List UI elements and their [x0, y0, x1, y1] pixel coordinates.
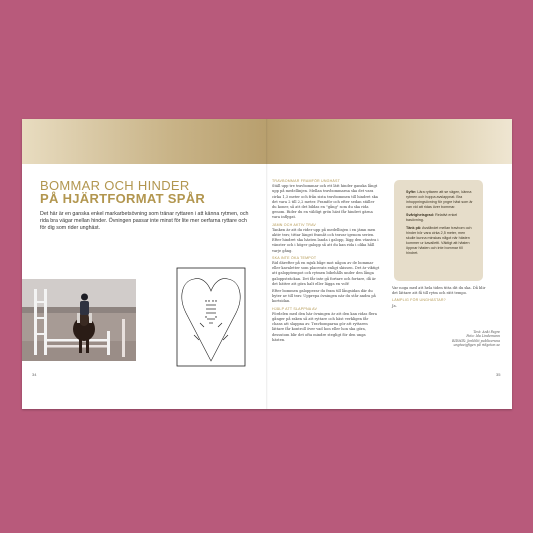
section-text-5: Fördelen med den här övningen är att den kan ridas flera gånger på raken så att ryttare och häst verkligen får chans att slappna av. Travbomparna gör att ryttaren lättare får kontroll över vad hon eller hon ska göra, dessutom blir det ofta mindre stegligt för den unga hästen. — [272, 311, 377, 342]
section-heading-1: TRAVBOMMAR FRAMFÖR UNGHÄST — [272, 179, 341, 183]
section-text-4: Efter bommen galopperar du fram till långsidan där du byter av till trav. Upprepa övningen när du står andra på kortsidan. — [272, 289, 376, 304]
credit-line: ungtavigfigen på ridgeton.se — [453, 343, 500, 348]
credit-line: Text: Anki Fagre — [473, 330, 500, 334]
credit-line: Foto: Ida Lindemann — [466, 334, 500, 339]
facts-tank — [406, 226, 475, 256]
page-number-left: 34 — [32, 372, 37, 377]
riding-photo — [22, 279, 136, 361]
heart-course-diagram — [176, 267, 246, 367]
facts-syfte-label: Syfte: — [406, 190, 417, 194]
article-title-subline: PÅ HJÄRTFORMAT SPÅR — [40, 191, 206, 206]
section-heading-2: JÄMN OCH AKTIV TRAV — [272, 222, 317, 227]
facts-tank-text: Avståndet mellan travbom och hinder bör vara cirka 2,5 meter, men skulle kunna minskas något när hästen kommer ur kavalletti. Väktigt att hästen öppnar hästen och inte bommar till hindret. — [406, 226, 472, 255]
page-gutter — [266, 119, 268, 409]
section-heading-3: SKA INTE ÖKA TEMPOT — [272, 255, 317, 260]
facts-syfte — [406, 190, 475, 210]
section-text-1: Ställ upp tre travbommar och ett lätt hinder ganska långt upp på medellinjen. Mellan travbommarna ska det vara cirka 1,3 meter och från sista travbommen till hindret ska det vara 2 till 2,2 meter. Framför och efter sedan ställer du koner, så att det bildas en "gång" som du ska rida genom. Rider du en väldigt grön häst får hindret gärna vara inflygat. — [272, 184, 378, 220]
article-title: BOMMAR OCH HINDER — [40, 178, 190, 193]
section-heading-4: HJÄLP ATT SLAPPNA AV — [272, 306, 318, 311]
horse-rider-image — [22, 279, 136, 361]
facts-syfte-text: Lära ryttaren att se vägen, känna rytmen och hoppa avslappnat. Bra inhoppningsövning för yngre häst som är van vid att ridas över bommar. — [406, 190, 473, 209]
facts-box — [394, 180, 483, 281]
credit-line: RIDMIX: Jenkhlit publiceruna — [451, 338, 500, 343]
arena-diagram — [176, 267, 246, 367]
magazine-spread — [22, 119, 512, 409]
photo-credits — [410, 330, 500, 348]
article-lead: Det här är en ganska enkel markarbetsövning som tränar ryttaren i att känna rytmen, och rida bra vägar mellan hinder. Övningen passar inte minst för lite mer oerfarna ryttare och för dig som rider unghäst. — [40, 211, 249, 231]
article-column-middle — [272, 179, 380, 345]
section-text-3: Rid därefter på en mjuk båge mot någon av de bommar eller kavaletter som placerats enligt skissen. Det är viktigt att galopptempot och rytmen bibehålls under den långa galoppsträckan. Det får inte gå fortare och fortare, då är det bättre att göra halt eller lägga en volt! — [272, 261, 380, 286]
page-number-right: 35 — [496, 372, 501, 377]
facts-svarighet — [406, 213, 475, 223]
facts-tank-label: Tänk på: — [406, 226, 422, 230]
section-text-2: Tanken är att du rider upp på medellinjen i en jämn men aktiv trav, tittar längst framåt och travar igenom serien. Efter hindret ska hästen landa i galopp, lägg den vänstra i vänster och i höger galopp så att du kan rida i olika håll varje gång. — [272, 227, 379, 253]
outro-text: Var noga med att hela tiden titta dit du ska. Då blir det lättare att få till rytm och rätt tempo. — [392, 286, 486, 296]
suitability-answer: Ja. — [392, 303, 397, 308]
facts-svarighet-text: Relativt enkel basövning. — [406, 213, 458, 222]
facts-svarighet-label: Svårighetsgrad: — [406, 213, 435, 217]
suitability-heading: LÄMPLIG FÖR UNGHÄSTAR? — [392, 298, 446, 303]
article-column-right — [392, 286, 492, 311]
